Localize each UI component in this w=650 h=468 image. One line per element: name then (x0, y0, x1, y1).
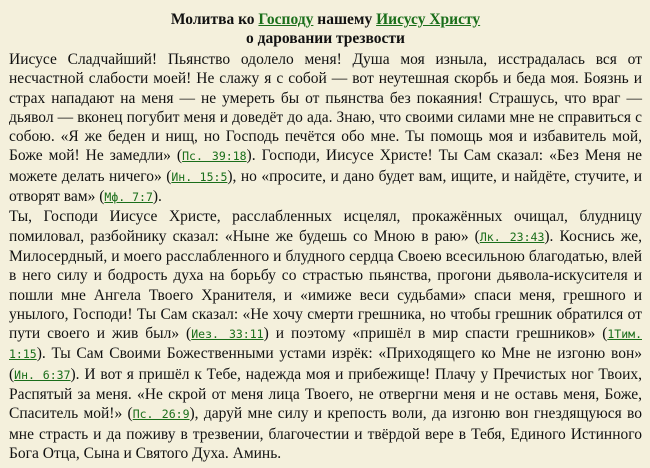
prayer-title (9, 10, 642, 48)
scripture-reference-link[interactable]: Ин. 15:5 (171, 169, 228, 184)
title-subtitle: о даровании трезвости (246, 30, 405, 47)
prayer-text: ), но «просите, и дано будет вам, ищите, и найдёте, стучите, и отворят вам» ( (9, 167, 642, 206)
scripture-reference-link[interactable]: Пс. 39:18 (182, 149, 247, 164)
scripture-reference-link[interactable]: Мф. 7:7 (104, 190, 153, 205)
title-prefix: Молитва ко (170, 11, 259, 28)
prayer-text: ). Ты Сам Своими Божественными устами изрёк: «Приходящего ко Мне не изгоню вон» ( (9, 345, 642, 383)
prayer-text: ), даруй мне силу и крепость воли, да изгоню вон гнездящуюся во мне страсть и да поживу в трезвении, благочестии и твёрдой вере в Тебя, Единого Истинного Бога Отца, Сына и Святого Духа. Аминь. (9, 405, 643, 462)
scripture-reference-link[interactable]: Ин. 6:37 (14, 367, 71, 382)
scripture-reference-link[interactable]: 1Тим. 1:15 (9, 327, 642, 362)
prayer-paragraph-1 (9, 50, 642, 207)
scripture-reference-link[interactable]: Иез. 33:11 (191, 327, 264, 342)
prayer-text: Иисусе Сладчайший! Пьянство одолело меня! Душа моя изныла, исстрадалась вся от несчастной слабости моей! Не слажу я с собой — вот неутешная скорбь и беда моя. Боязнь и страх нападают на меня — не умереть бы от пьянства без покаяния! Страшусь, что враг — дьявол — вконец погубит меня и доведёт до ада. Знаю, что своими силами мне не справиться с собою. «Я же беден и нищ, но Господь печётся обо мне. Ты помощь моя и избавитель мой, Боже мой! Не замедли» ( (9, 51, 642, 165)
scripture-reference-link[interactable]: Лк. 23:43 (479, 229, 545, 244)
title-link-jesus-christ[interactable]: Иисусу Христу (376, 11, 481, 28)
prayer-text: ) и поэтому «пришёл в мир спасти грешников» ( (263, 325, 608, 343)
prayer-text: ). Коснись же, Милосердный, и моего расслабленного и блудного сердца Своею всесильною благодатью, влей в него силу и бодрость духа на борьбу со страстью пьянства, прогони дьявола-искусителя и пошли мне Ангела Твоего Хранителя, и «имиже веси судьбами» спаси меня, грешного и унылого, Господи! Ты Сам сказал: «Не хочу смерти грешника, но чтобы грешник обратился от пути своего и жив был» ( (9, 227, 642, 343)
title-link-lord[interactable]: Господу (258, 11, 314, 28)
prayer-text: Ты, Господи Иисусе Христе, расслабленных исцелял, прокажённых очищал, блудницу помиловал, разбойнику сказал: «Ныне же будешь со Мною в раю» ( (9, 208, 642, 245)
scripture-reference-link[interactable]: Пс. 26:9 (132, 407, 190, 422)
prayer-text: ). И вот я пришёл к Тебе, надежда моя и прибежище! Плачу у Пречистых ног Твоих, Распятый за меня. «Не скрой от меня лица Твоего, не отвергни меня и не оставь меня, Боже, Спаситель мой!» ( (9, 365, 642, 423)
prayer-paragraph-2 (9, 207, 642, 463)
prayer-text: ). (152, 188, 162, 206)
title-middle: нашему (313, 11, 377, 28)
prayer-text: ). Господи, Иисусе Христе! Ты Сам сказал: «Без Меня не можете делать ничего» ( (9, 147, 642, 185)
